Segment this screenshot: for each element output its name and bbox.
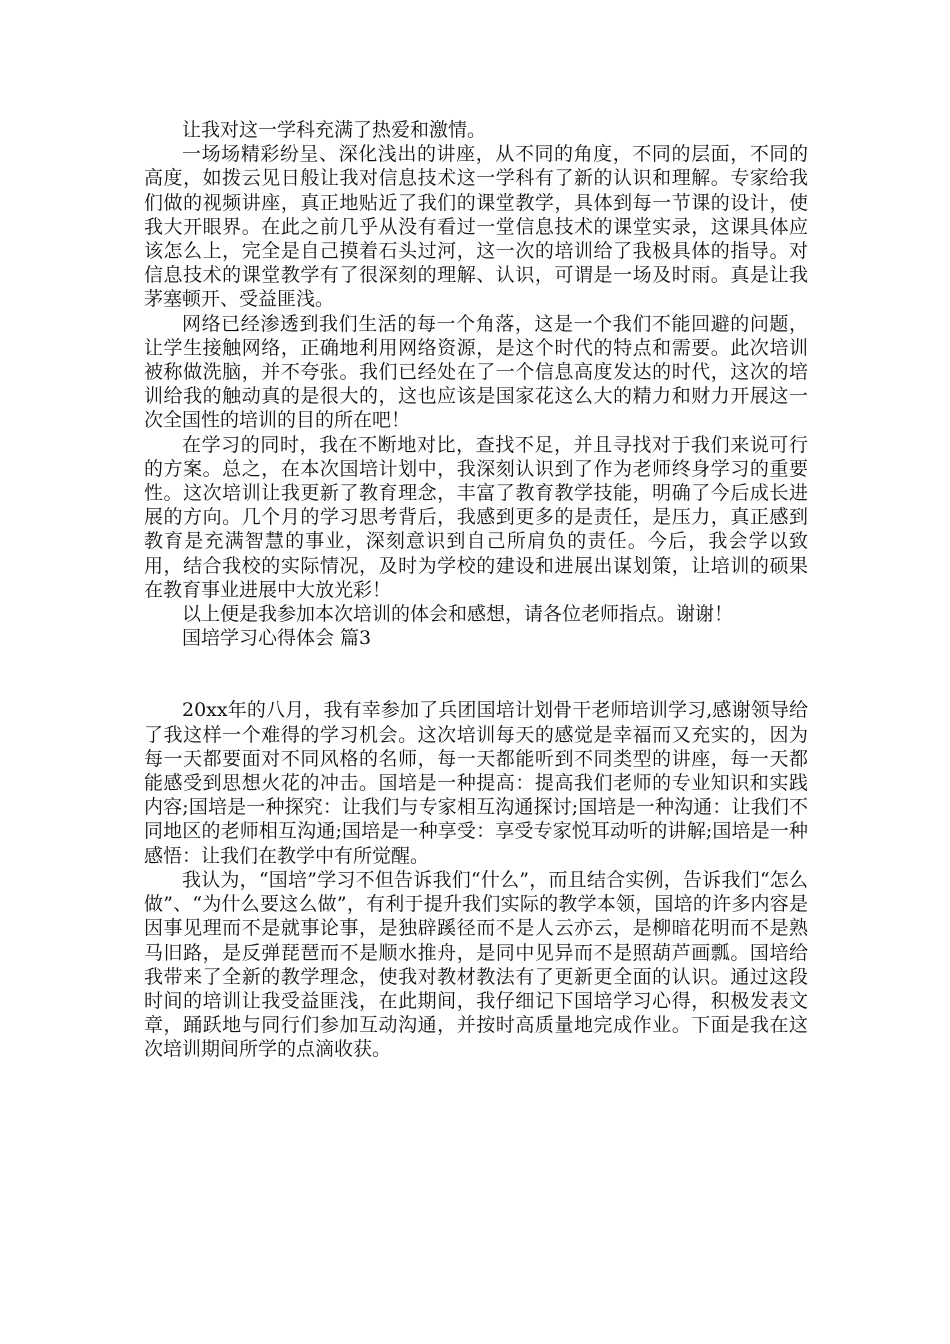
paragraph: 以上便是我参加本次培训的体会和感想，请各位老师指点。谢谢！	[182, 603, 734, 626]
document-page	[144, 118, 808, 1062]
paragraph: 20xx年的八月，我有幸参加了兵团国培计划骨干老师培训学习,感谢领导给了我这样一个难得的学习机会。这次培训每天的感觉是幸福而又充实的，因为每一天都要面对不同风格的名师，每一天都能听到不同类型的讲座，每一天都能感受到思想火花的冲击。国培是一种提高：提高我们老师的专业知识和实践内容;国培是一种探究：让我们与专家相互沟通探讨;国培是一种沟通：让我们不同地区的老师相互沟通;国培是一种享受：享受专家悦耳动听的讲解;国培是一种感悟：让我们在教学中有所觉醒。	[144, 699, 808, 867]
paragraph: 网络已经渗透到我们生活的每一个角落，这是一个我们不能回避的问题，让学生接触网络，正确地利用网络资源，是这个时代的特点和需要。此次培训被称做洗脑，并不夸张。我们已经处在了一个信息高度发达的时代，这次的培训给我的触动真的是很大的，这也应该是国家花这么大的精力和财力开展这一次全国性的培训的目的所在吧！	[144, 312, 808, 432]
paragraph: 让我对这一学科充满了热爱和激情。	[182, 119, 487, 141]
paragraph: 在学习的同时，我在不断地对比，查找不足，并且寻找对于我们来说可行的方案。总之，在本次国培计划中，我深刻认识到了作为老师终身学习的重要性。这次培训让我更新了教育理念，丰富了教育教学技能，明确了今后成长进展的方向。几个月的学习思考背后，我感到更多的是责任，是压力，真正感到教育是充满智慧的事业，深刻意识到自己所肩负的责任。今后，我会学以致用，结合我校的实际情况，及时为学校的建设和进展出谋划策，让培训的硕果在教育事业进展中大放光彩！	[144, 433, 808, 601]
blank-line	[144, 650, 808, 698]
section-heading: 国培学习心得体会 篇3	[182, 627, 372, 650]
paragraph: 我认为，“国培”学习不但告诉我们“什么”，而且结合实例，告诉我们“怎么做”、“为什么要这么做”，有利于提升我们实际的教学本领，国培的许多内容是因事见理而不是就事论事，是独辟蹊径而不是人云亦云，是柳暗花明而不是熟马旧路，是反弹琵琶而不是顺水推舟，是同中见异而不是照葫芦画瓢。国培给我带来了全新的教学理念，使我对教材教法有了更新更全面的认识。通过这段时间的培训让我受益匪浅，在此期间，我仔细记下国培学习心得，积极发表文章，踊跃地与同行们参加互动沟通，并按时高质量地完成作业。下面是我在这次培训期间所学的点滴收获。	[144, 868, 808, 1061]
paragraph: 一场场精彩纷呈、深化浅出的讲座，从不同的角度，不同的层面，不同的高度，如拨云见日般让我对信息技术这一学科有了新的认识和理解。专家给我们做的视频讲座，真正地贴近了我们的课堂教学，具体到每一节课的设计，使我大开眼界。在此之前几乎从没有看过一堂信息技术的课堂实录，这课具体应该怎么上，完全是自己摸着石头过河，这一次的培训给了我极具体的指导。对信息技术的课堂教学有了很深刻的理解、认识，可谓是一场及时雨。真是让我茅塞顿开、受益匪浅。	[144, 143, 808, 311]
